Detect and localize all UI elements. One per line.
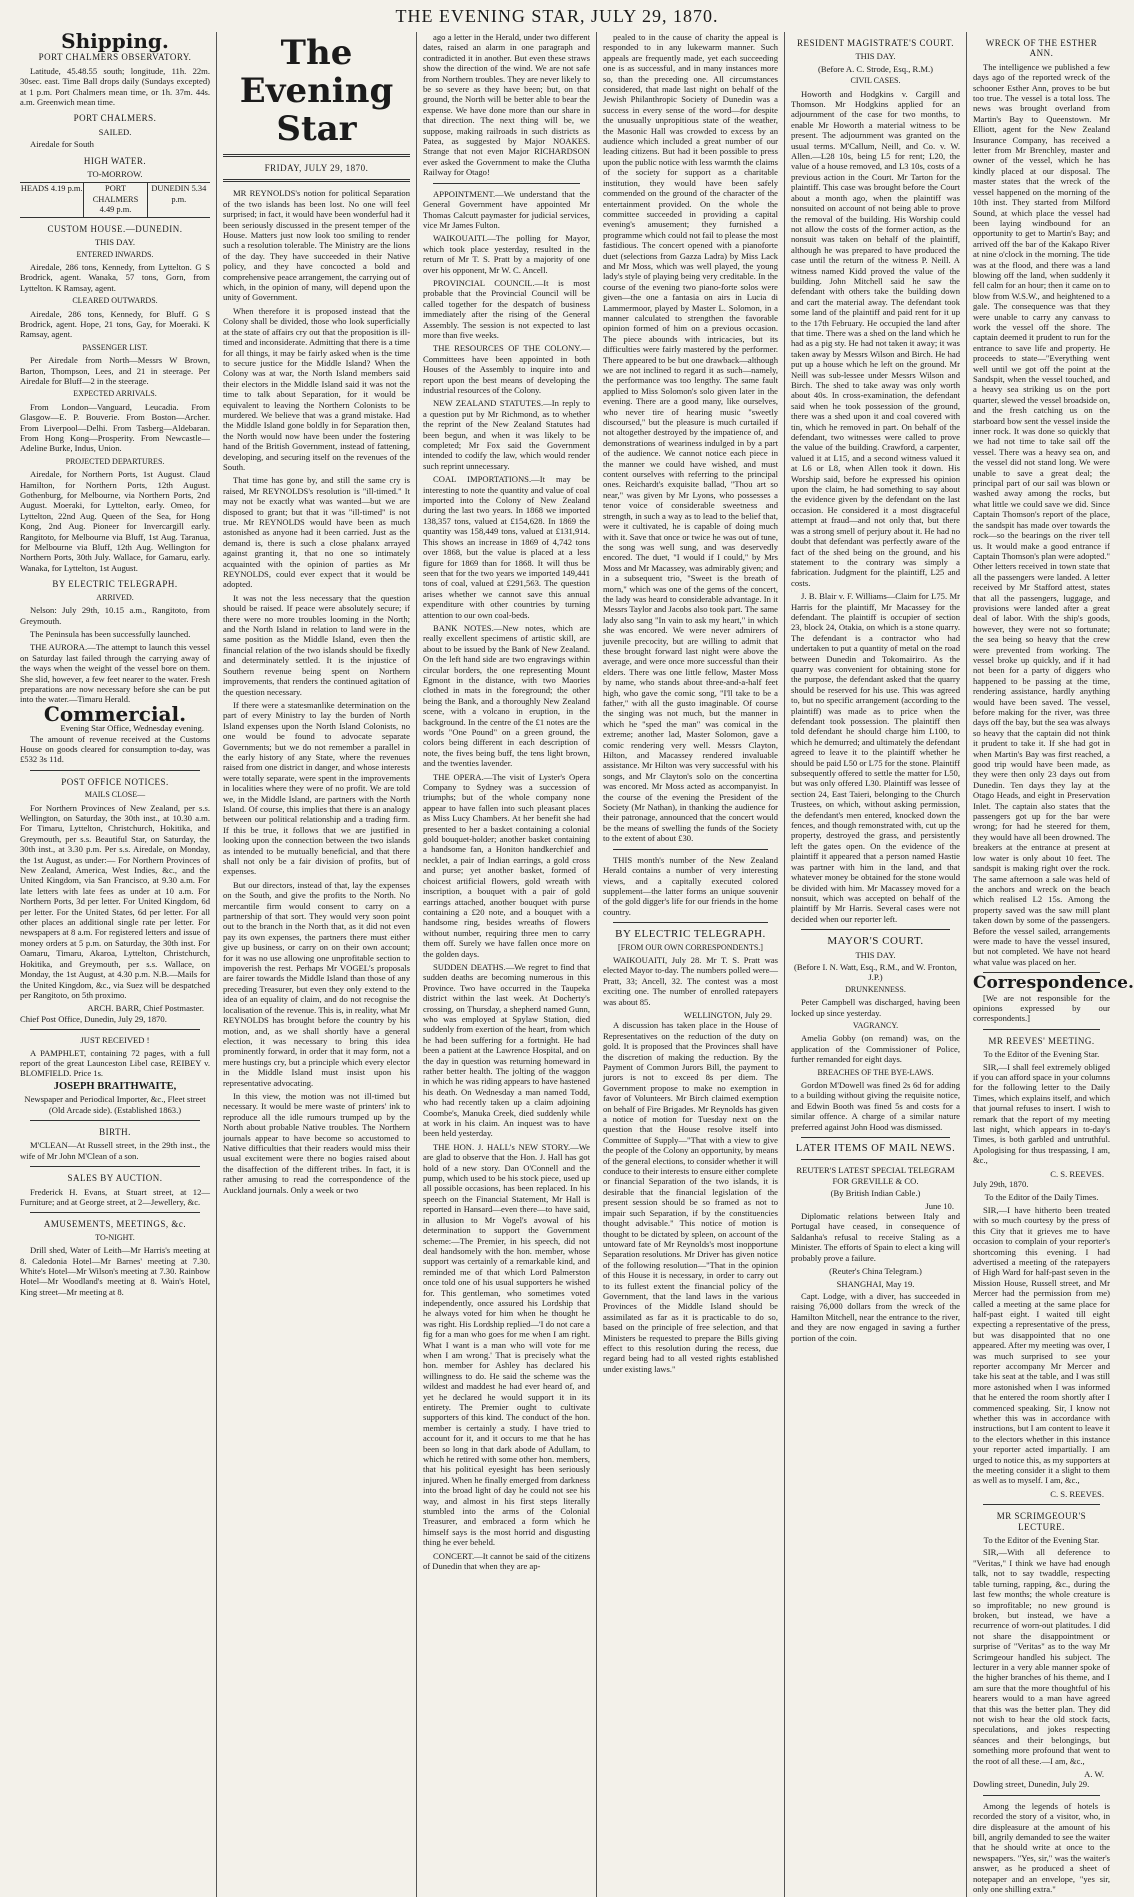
leader-paragraph: It was not the less necessary that the question should be raised. If peace were absolutely secure; if there were no more troubles looming in the North; and the North Island in relation to land were in the same position as the Middle Island, even then the financial relation of the two islands should be fixedly and determinately settled. It is the injustice of Southern revenue being spent on Northern improvements, that renders the continued agitation of the question necessary. [223, 592, 410, 697]
scrimgeour-heading: MR SCRIMGEOUR'S LECTURE. [996, 1511, 1087, 1532]
civil-cases-heading: CIVIL CASES. [850, 76, 901, 86]
reeves-meeting-heading: MR REEVES' MEETING. [988, 1035, 1095, 1046]
post-office-heading: POST OFFICE NOTICES. [61, 776, 169, 787]
departures-text: Airedale, for Northern Ports, 1st August. Claud Hamilton, for Northern Ports, 12th August. Gothenburg, for Melbourne, via Northern Ports, 2nd August. Moeraki, for Lyttelton, early. Omeo, for Lyttelton, 22nd Aug. Queen of the Sea, for Hong Kong, 2nd Aug. Pioneer for Invercargill early. Rangitoto, for Melbourne via Bluff, 1st Aug. Taranua, for Melbourne via Bluff, 12th Aug. Wellington for Northern Ports, 30th July. Wallace, for Gamaru, early. Wanaka, for Lyttelton, 1st August. [20, 469, 210, 573]
wreck-heading: WRECK OF THE ESTHER ANN. [985, 38, 1098, 59]
column-local-news [416, 32, 596, 1897]
aurora-text: THE AURORA.—The attempt to launch this vessel on Saturday last failed through the carrying away of the ways when the weight of the vessel bore on them. She slid, however, a few feet nearer to the water. Fresh preparations are now necessary before she can be put into the water.—Timaru Herald. [20, 642, 210, 705]
sales-heading: SALES BY AUCTION. [67, 1173, 163, 1184]
telegraph-wellington: A discussion has taken place in the House of Representatives on the reduction of the duty on gold. It is proposed that the Provinces shall have the discretion of making the reduction. By the Payment of Common Jurors Bill, the payment to jurors is not to exceed 8s per diem. The Government propose to make no exemption in favor of Volunteers. Mr Birch claimed exemption on behalf of Fire Brigades. Mr Reynolds has given a notice of motion for Tuesday next on the question that the House resolve itself into Committee of Supply—"That with a view to give the people of the Colony an opportunity, by means of the general elections, to consider whether it will conduce to their interests to ensure either complete or financial Separation of the two islands, it is desirable that the financial legislation of the present session should be so framed as not to impair such Separation, if by the constituencies thought advisable." This notice of motion is thought to be dictated by spleen, on account of the untoward fate of Mr Reynolds's most inopportune Separation resolutions. Mr Driver has given notice of the following resolution—"That in the opinion of this House it is necessary, in order to carry out to its fullest extent the financial policy of the Government, that the land laws in the various Provinces of the Middle Island should be assimilated as far as it is practicable to do so, based on the principle of free selection, and that Ministers be requested to prepare the Bills giving effect to this resolution during the recess, due regard being had to all vested rights established under existing laws." [603, 1020, 778, 1374]
commercial-dateline: Evening Star Office, Wednesday evening. [60, 723, 204, 734]
telegraph-waikouaiti: WAIKOUAITI, July 28. Mr T. S. Pratt was elected Mayor to-day. The numbers polled were—Pratt, 33; Ancell, 32. The contest was a most exciting one. The number of enrolled ratepayers was about 85. [603, 954, 778, 1007]
later-items-heading: LATER ITEMS OF MAIL NEWS. [795, 1143, 956, 1155]
double-rule [223, 154, 410, 157]
wreck-text: The intelligence we published a few days ago of the reported wreck of the schooner Esther Ann, proves to be but too true. The vessel is a total loss. The news was brought overland from Martin's Bay to Queenstown. Mr Elliott, agent for the New Zealand Insurance Company, has received a letter from Mr Brenchley, master and owner of the vessel, which he has kindly placed at our disposal. The master states that the wreck of the vessel happened on the morning of the 10th inst. They started from Milford Sound, at which place the vessel had been laying windbound for an opportunity to get to Martin's Bay; and arrived off the bar of the Kakapo River at nine o'clock in the morning. The tide was at the flood, and there was a land blowing off the land, when suddenly it fell calm for an hour; then it came on to blow from W.S.W., and heightened to a gale. The consequence was that they were unable to carry any canvass to work the vessel off the shore. The captain deemed it prudent to run for the entrance to save life and property. He proceeds to state—"Everything went well until we got off the point at the Sandspit, when the vessel touched, and a heavy sea striking us on the port quarter, slewed the vessel broadside on, and the fresh catching us on the starboard bow sent the vessel inside the inner rock. It was done so quickly that we had not time to take sail off the vessel. There was a heavy sea on, and the vessel did not stand long. We were unable to save a great deal; the principal part of our sail was blown or washed away among the rocks, but what little we could save we did. Since Captain Thomson's report of the place, the sandspit has made over towards the rock—so the bearings on the river tell us. It would make a good entrance if Captain Thomson's plan were adopted." Other letters received in town state that all the passengers were landed. A letter received by Mr Stafford attest, states that all the passengers, luggage, and provisions were landed after a great deal of labor. With the ship's goods, however, they were not so fortunate; the sea being so heavy that the crew were prevented from working. The vessel broke up quickly, and if it had not been for a party of diggers who happened to be passing at the time, rendering assistance, hardly anything would have been saved. The vessel, before making for the river, was three days off the bay, but the sea was always so heavy that the captain did not think it prudent to take it. If she had got in when Martin's Bay was first reached, a good trip would have been made, as they were then only 23 days out from Dunedin. Ten days they lay at the Otago Heads, and eight in Preservation Inlet. The captain also states that the passengers got up for the bar were wrong; for had he steered for them, they would have all been drowned. The breakers at the entrance at present at low water is only about 10 feet. The sandspit is making right over the rock. The same afternoon a sale was held of the anchors and wreck on the beach which realised L2 15s. Among the property saved was the saw mill plant taken down by some of the passengers. Before the vessel sailed, arrangements were made to have the vessel insured, but not completed. We have not heard what value was placed on her. [973, 61, 1110, 967]
passenger-text: Per Airedale from North—Messrs W Brown, Barton, Thompson, Lees, and 21 in steerage. Per Airedale for Bluff—2 in the steerage. [20, 355, 210, 386]
leader-paragraph: MR REYNOLDS's notion for political Separation of the two islands has been lost. No one will feel surprised; in fact, it would have been wonderful had it been seriously discussed in the present temper of the House. Matters just now look too smiling to render such a resolution tolerable. The Ministry are the lions of the day. They have succeeded in their Native policy, and they have concocted a bold and comprehensive peace arrangement, the carrying out of which, in the opinion of many, will depend upon the unity of Government. [223, 188, 410, 303]
drunkenness-text: Peter Campbell was discharged, having been locked up since yesterday. [791, 997, 960, 1018]
divider [983, 1029, 1100, 1030]
rm-court-text: J. B. Blair v. F. Williams—Claim for L75. Mr Harris for the plaintiff, Mr Macassey for the defendant. The plaintiff is occupier of section 23, block 24, Otakia, on which is a stone quarry. The defendant is a contractor who had undertaken to put a quantity of metal on the road between Dunedin and Tokomairiro. As the quarry was convenient for obtaining stone for the purpose, the defendant asked that the quarry should be reserved for his use. This was agreed to, but no specific arrangement (according to the plaintiff) was made as to price when the defendant took possession. The plaintiff then told defendant he should charge him L100, to which he demurred; and ultimately the defendant agreed to leave it to the plaintiff whether he should be paid L50 or L75 for the stone. Plaintiff subsequently offered to settle the matter for L50, but was only offered L30. Plaintiff was lessee of section 24, East Taieri, belonging to the Church Trustees, on which, without asking permission, the defendant's men entered, knocked down the fences, and though remonstrated with, cut up the property, destroyed the grass, and persistently left the gates open. On the evidence of the plaintiff it appeared that a person named Hastie was partner with him in the land, and that whatever money be obtained for the stone would be divided with him. Mr Macassey moved for a nonsuit, which was accepted on behalf of the plaintiff by Mr Harris. Several cases were not decided when our reporter left. [791, 591, 960, 924]
tomorrow-label: TO-MORROW. [87, 169, 143, 180]
telegraph-heading: BY ELECTRIC TELEGRAPH. [52, 579, 178, 590]
mayors-court-day: THIS DAY. [855, 949, 896, 960]
column-grid [14, 29, 1134, 1895]
high-water-heading: HIGH WATER. [83, 155, 147, 166]
china-telegram: (Reuter's China Telegram.) [829, 1266, 922, 1277]
hotel-anecdote: Among the legends of hotels is recorded the story of a visitor, who, in dire displeasure at the amount of his bill, angrily demanded to see the waiter that he should write at once to the newspapers. "Yes, sir," was the waiter's answer, as he produced a sheet of notepaper and an envelope, "yes sir, only one shilling extra." [973, 1800, 1110, 1895]
news-provincial-council: PROVINCIAL COUNCIL.—It is most probable that the Provincial Council will be called together for the despatch of business immediately after the rising of the General Assembly. The session is not expected to last more than five weeks. [423, 277, 590, 340]
leader-paragraph: But our directors, instead of that, lay the expenses on the South, and give the profits to the North. No mercantile firm would consent to carry on a partnership of that sort. They would very soon point out to the branch in the North that, as it did not even pay its own expenses, the partners there must either give up business, or carry on on their own account; for it was no use allowing one unprofitable section to impoverish the rest. Perhaps Mr VOGEL's proposals are fairer towards the Middle Island than those of any preceding Treasurer, but even they only extend to the idea of an equality of claim, and do not recognise the localisation of the revenue. This is, in reality, what Mr REYNOLDS has brought before the country by his motion, and, as we shall shortly have a general election, it was necessary to bring this idea prominently forward, in order that it may form, not a mere hustings cry, but a principle which every elector in the Middle Island must insist upon his representative advocating. [223, 879, 410, 1088]
sales-text: Frederick H. Evans, at Stuart street, at 12—Furniture; and at George street, at 2—Jewellery, &c. [20, 1186, 210, 1207]
divider [30, 770, 200, 771]
scrimgeour-letter: SIR,—With all deference to "Veritas," I think we have had enough talk, not to say twaddle, respecting table turning, rapping, &c., during the last few months; the whole creature is so improfitable; no new ground is broken, but instead, we have a recurrence of worn-out platitudes. I did not share the disappointment or surprise of "Veritas" as to the way Mr Scrimgeour handled his subject. The lecturer in a very able manner spoke of the higher branches of his theme, and I am sure that the more thoughtful of his hearers would to a man have agreed that this was the better plan. They did not wish to hear the old stock facts, speculations, and jokes respecting séances and their belongings, but something more profound that went to the root of all these.—I am, &c., [973, 1547, 1110, 1766]
leader-paragraph: When therefore it is proposed instead that the Colony shall be divided, those who look superficially at the state of affairs cry out that the proposition is ill-timed and inconsiderate. Admitting that there is a time for all things, it may be fairly asked when is the time to secure justice for the Middle Island? When the Colony was at war, the North Island members said their electors in the Middle Island said it was not the time to talk about Separation, for it would be equivalent to leaving the Northern Colonists to be murdered. We believe that was a grand mistake. Had the Middle Island gone boldly in for Separation then, the North would now have been under the fostering hand of the British Government, instead of fattening, developing, and securing itself on the revenues of the South. [223, 305, 410, 472]
divider [983, 1504, 1100, 1505]
news-hall-story: THE HON. J. HALL's NEW STORY.—We are glad to observe that the Hon. J. Hall has got hold of a new story. Dan O'Connell and the pump, which used to be his stock piece, used up all possible occasions, has been replaced. In his speech on the Financial Statement, Mr Hall is reported in Hansard—even there—to have said, in allusion to Mr Vogel's avowal of his determination to support the Government scheme:—The Premier, in his speech, did not deal handsomely with the hon. member, whose support was certainly of a remarkable kind, and reminded me of that which Lord Palmerston once told one of his usual supporters he wished for. This gentleman, who sometimes voted independently, once assured his Lordship that he always voted for him when he thought he was right. His Lordship replied—'I do not care a fig for a man who goes for me when I am right. What I want is a man who will vote for me when I am wrong.' That is precisely what the hon. member for Ashley has declared his willingness to do. He said the scheme was the wildest and maddest he had ever heard of, and yet he declared he would support it in its entirety. The Premier ought to cultivate supporters of this kind. The conduct of the hon. member is certainly a study. I have tried to account for it, and it occurs to me that he has been so long in that dark abode of Adullam, to which he retired with some other hon. members, that his political eyesight has been seriously injured. When he finally emerged from darkness into the broad light of day he could not see his way, and almost in his first steps literally stumbled into the arms of the Colonial Treasurer, and embraced a form which he himself says is the most horrid and disgusting thing he ever beheld. [423, 1141, 590, 1548]
divider [433, 183, 580, 184]
column-concert-telegraph [596, 32, 784, 1897]
customs-heading: CUSTOM HOUSE.—DUNEDIN. [47, 223, 183, 234]
shanghai-text: Capt. Lodge, with a diver, has succeeded in raising 76,000 dollars from the wreck of the Hamilton Mitchell, near the entrance to the river, and they are now engaged in saving a further portion of the coin. [791, 1290, 960, 1343]
ad-braithwaite-details: Newspaper and Periodical Importer, &c., Fleet street (Old Arcade side). (Established 1863.) [24, 1094, 206, 1115]
leader-paragraph: If there were a statesmanlike determination on the part of every Ministry to lay the burden of North Island expenses upon the North Island Colonists, no one would be found to advocate separate Governments; but we do not remember a parallel in the early history of any State, where the revenues raised from one district in danger, and whose interests were totally separate, were spent in the improvements in localities where they were of no profit. We are told we, in the Middle Island, are partners with the North Island. Of course, this implies that there is an analogy between our political relationship and a trading firm. If this be true, it follows that we are justified in looking upon the connection between the two islands as intended to be mutually beneficial, and that there shall not only be a fair division of profits, but of expenses. [223, 699, 410, 877]
reeves-date: July 29th, 1870. [973, 1179, 1029, 1190]
departures-heading: PROJECTED DEPARTURES. [65, 456, 165, 466]
reeves-letter: SIR,—I shall feel extremely obliged if you can afford space in your columns for the following letter to the Daily Times, which explains itself, and which that journal refuses to insert. I wish to remark that the report of my meeting last night, which appears in to-day's Times, is both garbled and untruthful. Apologising for thus trespassing, I am, &c., [973, 1061, 1110, 1166]
postmaster-signature: ARCH. BARR, Chief Postmaster. [87, 1003, 204, 1014]
arrived-text: Nelson: July 29th, 10.15 a.m., Rangitoto, from Greymouth. [20, 605, 210, 626]
birth-heading: BIRTH. [99, 1126, 131, 1137]
amusements-heading: AMUSEMENTS, MEETINGS, &c. [43, 1219, 187, 1230]
observatory-heading: PORT CHALMERS OBSERVATORY. [38, 52, 192, 63]
amusements-text: Drill shed, Water of Leith—Mr Harris's meeting at 8. Caledonia Hotel—Mr Barnes' meeting at 7.30. White's Hotel—Mr Wilson's meeting at 7.30. Rainbow Hotel—Mr Woodland's meeting at 8. Wain's Hotel, King street—Mr meeting at 8. [20, 1245, 210, 1297]
tide-table [20, 182, 210, 217]
shanghai-dateline: SHANGHAI, May 19. [836, 1278, 915, 1289]
divider [613, 849, 768, 850]
reuter-date: June 10. [925, 1200, 954, 1211]
newspaper-flag: The Evening Star [239, 33, 394, 149]
herald-notice: THIS month's number of the New Zealand Herald contains a number of very interesting views, and a capitally executed colored supplement—the latter forms an unique souvenir of the gold digger's life for our friends in the home country. [603, 854, 778, 917]
column-leader [216, 32, 416, 1897]
entered-text: Airedale, 286 tons, Kennedy, from Lyttelton. G S Brodrick, agent. Wanaka, 57 tons, Gorn, from Lyttelton. K Ramsay, agent. [20, 261, 210, 293]
scrimgeour-to-editor: To the Editor of the Evening Star. [983, 1535, 1100, 1546]
rm-court-text: Howorth and Hodgkins v. Cargill and Thomson. Mr Hodgkins applied for an adjournment of the case for two months, to enable Mr Howorth a material witness to be present. The adjournment was granted on the usual terms. M'Callum, Neill, and Co. v. W. Allen.—L28 10s, being L5 for rent; L20, the value of a house removed, and L3 10s, costs of a previous action in the Court. Mr Tarton for the plaintiff. This case was brought before the Court about a month ago, when the plaintiff was nonsuited on account of not being able to prove the removal of the building. His Worship could not allow the costs of the former action, as the nonsuit was taken on behalf of the plaintiff, although he was prepared to have produced the case until the return of the witness P. Neill. A witness named Kidd proved the value of the building. John Mitchell said he saw the defendant with others take the building down and cart the material away. The defendant took some land of the plaintiff and paid rent for it up to the 17th February. He occupied the land after that time. There was a shed on the land which he had as a pig sty. He had not taken it away; it was taken away by Messrs Wilson and Birch. He had put up a house which he left on the ground. Mr Neill was sub-lessee under Messrs Wilson and Birch. The shed to take away was only worth about 40s. In cross-examination, the defendant said when he took possession of the ground, there was a shed upon it and coal covered with tin, which he removed in part. On behalf of the defendant, two witnesses were called to prove the value of the building. Crawford, a carpenter, valued it at L15, and a second witness valued it at L6 or L8, when Allen took it down. His Worship said, before he expressed his opinion upon the claim, he had something to say about the evidence given by the defendant on the last occasion. He considered it a most disgraceful attempt at fraud—and not only that, but there was a strong smell of perjury about it. He had no doubt that defendant was perfectly aware of the fact of the shed being on the ground, and his statement to the contrary was simply a fabrication. Judgment for the plaintiff, L25 and costs. [791, 88, 960, 588]
divider [30, 1212, 200, 1213]
telegraph-heading: BY ELECTRIC TELEGRAPH. [615, 928, 766, 941]
divider [801, 1159, 950, 1160]
observatory-text: Latitude, 45.48.55 south; longitude, 11h. 22m. 30sec. east. Time Ball drops daily (Sundays excepted) at 1 p.m. Port Chalmers mean time, or 1h. 37m. 44s. a.m. Greenwich mean time. [20, 65, 210, 108]
divider [30, 1029, 200, 1030]
commercial-heading: Commercial. [43, 701, 187, 726]
news-statutes: NEW ZEALAND STATUTES.—In reply to a question put by Mr Richmond, as to whether the reprint of the New Zealand Statutes had been begun, and when it was likely to be completed; Mr Fox said the Government intended to codify the law, which would render such reprint unnecessary. [423, 398, 590, 471]
news-bank-notes: BANK NOTES.—New notes, which are really excellent specimens of artistic skill, are about to be issued by the Bank of New Zealand. On the left hand side are two engravings within circular borders, the one representing Mount Egmont in the distance, with two Maories clothed in mats in the foreground; the other being the Bank, and a thoroughly New Zealand scene, with a volcano in eruption, in the background. In the centre of the £1 notes are the words "One Pound" on a green ground, the colors being different in each description of note, the fives being buff, the tens light brown, and the twenties lavender. [423, 622, 590, 769]
passenger-heading: PASSENGER LIST. [82, 342, 148, 352]
double-rule [223, 179, 410, 182]
news-sudden-deaths: SUDDEN DEATHS.—We regret to find that sudden deaths are becoming numerous in this Province. Two have occurred in the Taupeka district within the last week. At Docherty's crossing, on Thursday, a shepherd named Gunn, who was employed at Spylaw Station, died suddenly from exertion of the heart, from which he had been suffering for a fortnight. He had been a patient at the Lawrence Hospital, and on the day in question was returning homeward in rather better health. The jolting of the waggon in which he was riding appears to have hastened his death. On Wednesday a man named Todd, who had recently taken up a claim adjoining Coombe's, Manuka Creek, died suddenly while at work in his claim. An inquest was to have been held yesterday. [423, 961, 590, 1139]
cleared-text: Airedale, 286 tons, Kennedy, for Bluff. G S Brodrick, agent. Hope, 21 tons, Gay, for Moeraki. K Ramsay, agent. [20, 308, 210, 340]
divider [30, 1120, 200, 1121]
telegraph-subheading: [FROM OUR OWN CORRESPONDENTS.] [618, 942, 763, 952]
rm-court-heading: RESIDENT MAGISTRATE'S COURT. [796, 38, 954, 48]
scrimgeour-date: Dowling street, Dunedin, July 29. [973, 1779, 1090, 1790]
telegraph-wellington-dateline: WELLINGTON, July 29. [683, 1009, 772, 1020]
vagrancy-text: Amelia Gobby (on remand) was, on the application of the Commissioner of Police, further remanded for eight days. [791, 1033, 960, 1065]
reuter-source: (By British Indian Cable.) [830, 1188, 921, 1199]
birth-text: M'CLEAN—At Russell street, in the 29th inst., the wife of Mr John M'Clean of a son. [20, 1140, 210, 1161]
news-paragraph: ago a letter in the Herald, under two different dates, raised an alarm in one paragraph and contradicted it in another. But even these straws show the direction of the wind. We are not safe from Northern troubles. They are never likely to be so severe as they have been; but, on that ground, the North will be better able to bear the expense. We have done more than our share in that direction. The next thing will be, we suppose, making railroads in such districts as Patea, as suggested by Major NOAKES. Strange that not even Major RICHARDSON ever asked the Government to make the Clutha Railway for Otago! [423, 32, 590, 178]
reeves-signature: C. S. REEVES. [1050, 1168, 1104, 1179]
entered-heading: ENTERED INWARDS. [76, 249, 154, 259]
issue-dateline: FRIDAY, JULY 29, 1870. [264, 163, 369, 173]
scrimgeour-signature: A. W. [1084, 1769, 1104, 1779]
times-to-editor: To the Editor of the Daily Times. [984, 1192, 1099, 1203]
mails-close-label: MAILS CLOSE— [84, 790, 146, 800]
cleared-heading: CLEARED OUTWARDS. [72, 296, 158, 306]
masthead: THE EVENING STAR, JULY 29, 1870. [395, 6, 719, 26]
post-office-text: For Northern Provinces of New Zealand, per s.s. Wellington, on Saturday, the 30th inst., at 10.30 a.m. For Timaru, Lyttelton, Christchurch, Hokitika, and Greymouth, per s.s. Beautiful Star, on Saturday, the 30th inst., at 3.30 p.m. Per s.s. Airedale, on Monday, the 1st August, as under:— For Northern Provinces of New Zealand, America, West Indies, &c., and the United Kingdom, via San Francisco, at 9.30 a.m. For late letters with late fees as under at 10 a.m. For Northern Ports, 3d per letter. For United Kingdom, 6d per letter. For the United States, 6d per letter. For all other places an additional single rate per letter. For newspapers at 8 a.m. For registered letters and issue of money orders at 5 p.m. on Saturday, the 30th inst. For Oamaru, Timaru, Akaroa, Lyttelton, Christchurch, Hokitika, and Greymouth, per s.s. Wallace, on Monday, the 1st August, at 4.30 p.m. N.B.—Mails for the United Kingdom, &c., via Suez will be despatched per Rangitoto, on 5th proximo. [20, 802, 210, 1000]
reuter-text: Diplomatic relations between Italy and Portugal have ceased, in consequence of Saldanha's refusal to receive Staling as a Minister. The efforts of Spain to elect a king will probably prove a failure. [791, 1211, 960, 1263]
news-coal: COAL IMPORTATIONS.—It may be interesting to note the quantity and value of coal imported into the Colony of New Zealand during the last two years. In 1868 we imported 138,357 tons, valued at £154,628. In 1869 the quantity was 158,449 tons, valued at £131,914. This shows an increase in 1869 of 4,742 tons over 1868, but the value is placed at a less figure for 1869 than for 1868. It will thus be seen that for the two years we imported 149,441 tons of coal, valued at £291,563. The question arises whether we cannot save this annual expenditure with other countries by turning attention to our own coal-beds. [423, 474, 590, 620]
divider [30, 1166, 200, 1167]
bylaws-text: Gordon M'Dowell was fined 2s 6d for adding to a building without giving the requisite notice, and Edwin Booth was fined 5s and costs for a similar offence. A charge of a similar nature preferred against John Hood was dismissed. [791, 1080, 960, 1132]
post-office-date: Chief Post Office, Dunedin, July 29, 1870. [20, 1013, 167, 1024]
sailed-text: Airedale for South [30, 139, 94, 150]
divider [613, 922, 768, 923]
expected-heading: EXPECTED ARRIVALS. [73, 389, 157, 399]
news-waikouaiti: WAIKOUAITI.—The polling for Mayor, which took place yesterday, resulted in the return of Mr T. S. Pratt by a majority of one over his opponent, Mr W. C. Ancell. [423, 233, 590, 275]
news-opera: THE OPERA.—The visit of Lyster's Opera Company to Sydney was a succession of triumphs; but of the whole company none appear to have fallen into such pleasant places as Miss Lucy Chambers. At her benefit she had presented to her a basket containing a colonial gold bouquet-holder; another basket containing a handsome fan, a Honiton handkerchief and necklet, a pair of Indian earrings, a gold cross and purse; yet another basket, formed of choicest artificial flowers, gold wreath with inscription, a bouquet with a pair of gold earrings attached, another bouquet with purse containing a £20 note, and a bouquet with a handsome ring, besides wreaths of flowers without number, requiring three men to carry them off. Surely we have fallen once more on the golden days. [423, 771, 590, 959]
news-resources: THE RESOURCES OF THE COLONY.—Committees have been appointed in both Houses of the Assembly to inquire into and report upon the best means of developing the industrial resources of the Colony. [423, 343, 590, 395]
column-shipping [14, 29, 216, 1897]
rm-court-before: (Before A. C. Strode, Esq., R.M.) [817, 63, 934, 74]
expected-text: From London—Vanguard, Leucadia. From Glasgow—E. P. Bouverie. From Boston—Archer. From Liverpool—Delhi. From Tasberg—Aldebaran. From Hong Kong—Prosperity. From Newcastle—Adeline Burke, Indus, Union. [20, 401, 210, 454]
reeves-to-editor: To the Editor of the Evening Star. [983, 1049, 1100, 1060]
commercial-text: The amount of revenue received at the Customs House on goods cleared for consumption to-day, was £532 3s 11d. [20, 733, 210, 765]
vagrancy-heading: VAGRANCY. [852, 1020, 899, 1030]
reuter-heading: REUTER'S LATEST SPECIAL TELEGRAM FOR GREVILLE & CO. [796, 1165, 955, 1186]
customs-this-day: THIS DAY. [94, 237, 136, 248]
ad-braithwaite-name: JOSEPH BRAITHWAITE, [53, 1080, 177, 1092]
times-letter: SIR,—I have hitherto been treated with so much courtesy by the press of this City that it grieves me to have occasion to complain of your reporter's shortcoming this evening. I had advertised a meeting of the ratepayers of High Ward for half-past seven in the Mission House, Russell street, and Mr Mercer had the permission from me) called a meeting at the same place for half-past eight. I waited till eight expecting a representative of the press, but was disappointed that no one appeared. After my meeting was over, I was much surprised to see your reporter accompany Mr Mercer and take his seat at the table, and I was still more astonished when I was informed that he entered the room shortly after I commenced speaking. Sir, I know not whether this was in accordance with instructions, but I am content to leave it to the electors whether in this instance your reporter acted impartially. I am urged to notice this, as my supporters at the meeting consider it a slight to them as well as to myself. I am, &c., [973, 1204, 1110, 1486]
leader-paragraph: In this view, the motion was not ill-timed but necessary. It would be mere waste of printers' ink to reproduce all the idle rumours trumped up by the North about probable Native troubles. The Northern journals appear to have become so accustomed to Native difficulties that their readers would miss their usual excitement were there no bogies raised about the disaffection of the different tribes. In fact, it is rather amusing to read the correspondence of the Auckland journals. Only a week or two [223, 1090, 410, 1195]
divider [801, 929, 950, 930]
divider [983, 1795, 1100, 1796]
amusements-tonight: TO-NIGHT. [95, 1232, 135, 1242]
ad-pamphlet: A PAMPHLET, containing 72 pages, with a full report of the great Launceston Libel case, REIBEY v. BLOMFIELD. Price 1s. [20, 1047, 210, 1079]
port-chalmers-heading: PORT CHALMERS. [73, 113, 157, 124]
leader-paragraph: That time has gone by, and still the same cry is raised, Mr REYNOLDS's resolution is "ill-timed." It may not be exactly what was wanted—but we are disposed to grant; but that it was "ill-timed" is not true. Mr REYNOLDS would have been as much astonished as anyone had it been carried. Just as the demand is, there is such a close phalanx arrayed against granting it, that no one so intimately acquainted with the opinion of parties as Mr REYNOLDS, could ever expect that it would be adopted. [223, 475, 410, 590]
bylaws-heading: BREACHES OF THE BYE-LAWS. [817, 1067, 934, 1077]
rm-court-day: THIS DAY. [855, 51, 896, 62]
correspondence-heading: Correspondence. [973, 973, 1134, 994]
ad-just-received: JUST RECEIVED ! [80, 1035, 150, 1046]
sailed-heading: SAILED. [98, 126, 132, 137]
news-appointment: APPOINTMENT.—We understand that the General Government have appointed Mr Thomas Calcutt paymaster for judicial services, vice Mr James Fulton. [423, 188, 590, 230]
times-signature: C. S. REEVES. [1050, 1488, 1104, 1499]
correspondence-disclaimer: [We are not responsible for the opinions expressed by our correspondents.] [973, 992, 1110, 1024]
news-concert: CONCERT.—It cannot be said of the citizens of Dunedin that when they are ap- [423, 1550, 590, 1572]
peninsula-text: The Peninsula has been successfully launched. [30, 628, 191, 639]
tide-port-chalmers: PORT CHALMERS 4.49 p.m. [83, 183, 146, 216]
mayors-court-before: (Before I. N. Watt, Esq., R.M., and W. Fronton, J.P.) [794, 961, 957, 983]
shipping-heading: Shipping. [61, 29, 169, 53]
column-wreck-correspondence [966, 32, 1134, 1897]
tide-dunedin: DUNEDIN 5.34 p.m. [147, 183, 210, 216]
divider [801, 1137, 950, 1138]
mayors-court-heading: MAYOR'S COURT. [827, 935, 924, 948]
drunkenness-heading: DRUNKENNESS. [845, 984, 906, 994]
arrived-heading: ARRIVED. [96, 592, 134, 602]
concert-report: pealed to in the cause of charity the appeal is responded to in any lukewarm manner. Such appeals are frequently made, yet each succeeding one is as successful, and in many instances more so, than the preceding one. All circumstances considered, that made last night on behalf of the Jewish Philanthropic Society of Dunedin was a success in every sense of the word—for despite the unusually unpropitious state of the weather, the Masonic Hall was crowded to excess by an audience which included a great number of our leading citizens. But had it been possible to press upon the public notice with less warmth the claims of the society for support as a charitable institution, they would have been safely commended on the ground of the character of the entertainment provided. On the whole the committee succeeded in providing a capital evening's amusement; they furnished a programme which could not fail to please the most fastidious. The concert opened with a pianoforte duet (selections from Gazza Ladra) by Miss Lack and Mr Moss, which was well played, the young lady's style of playing being very creditable. In the course of the evening two piano-forte solos were given—the one a fantasia on airs in Lucia di Lammermoor, played by Master L. Solomon, in a manner calculated to strengthen the favorable opinion formed of him on a previous occasion. The piece abounds with intricacies, but its difficulties were fairly mastered by the performer. There appeared to be but one drawback—although we are not inclined to regard it as such—namely, the performance was too lengthy. The same fault applied to Miss Solomon's solo given later in the evening. There are a good many, like ourselves, who never tire of hearing music "sweetly discoursed," but the pleasure is much curtailed if not altogether destroyed by the impatience of, and demonstrations of weariness indulged in by a part of the audience. We cannot notice each piece in the manner we could have wished, and must content ourselves with referring to the principal ones. Reichardt's exquisite ballad, "Thou art so near," was given by Mr Lyons, who possesses a tenor voice of considerable sweetness and strength, in such a way as to lead to the belief that, were it cultivated, he is capable of doing much with it. Save that once or twice he was out of tune, the song was well sung, and was deservedly encored. The duet, "I would if I could," by Mrs Moss and Mr Macassey, was admirably given; and in a subsequent trio, "Sweet is the breath of morn," which was one of the gems of the concert, the lady was heard to considerable advantage. In it Messrs Taylor and Jacobs also took part. The same lady also sang "In vain to ask my heart," in which she was encored. We were never admirers of juvenile precocity, but are willing to admit that these brought forward last night were above the average, and were once more successful than their elders. There was one little fellow, Master Moss by name, who stands about three-and-a-half feet high, who gave the comic song, "I'll take to be a father," with all the gusto imaginable. Of course the singing was not much, but the manner in which he "sped the man" was comical in the extreme; another lad, Master Solomon, gave a comic rendering very well. Messrs Clayton, Hilton, and Macassey rendered invaluable assistance. Mr Hilton was very successful with his songs, and Mr Clayton's solo on the concertina was encored. Mr Moss acted as accompanyist. In the course of the evening the President of the Society (Mr Nathan), in thanking the audience for their patronage, announced that the concert would be the means of swelling the funds of the Society to the extent of about £30. [603, 32, 778, 844]
column-courts [784, 32, 966, 1897]
tide-heads: HEADS 4.19 p.m. [20, 184, 83, 194]
